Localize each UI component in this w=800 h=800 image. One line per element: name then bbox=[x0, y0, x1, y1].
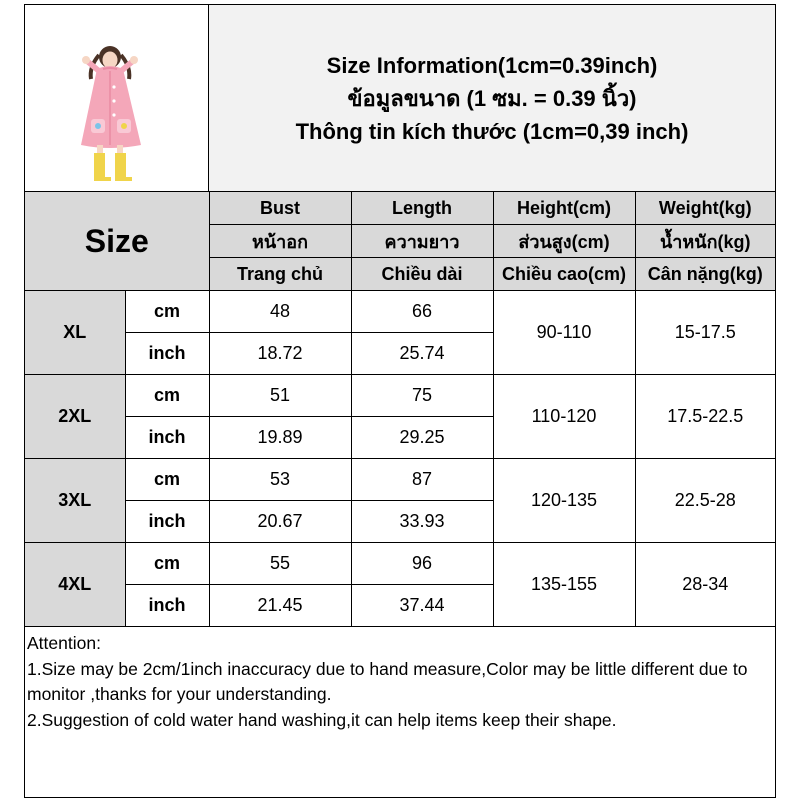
size-chart-sheet bbox=[24, 4, 776, 798]
attention-heading: Attention: bbox=[27, 633, 101, 653]
height-range: 120-135 bbox=[493, 459, 635, 543]
unit-cm: cm bbox=[125, 291, 209, 333]
weight-range: 28-34 bbox=[635, 543, 775, 627]
weight-range: 17.5-22.5 bbox=[635, 375, 775, 459]
table-row bbox=[25, 543, 775, 585]
length-cm: 87 bbox=[351, 459, 493, 501]
size-label: 4XL bbox=[25, 543, 125, 627]
unit-inch: inch bbox=[125, 585, 209, 627]
size-label: XL bbox=[25, 291, 125, 375]
note-item: 1.Size may be 2cm/1inch inaccuracy due to hand measure,Color may be little different due to monitor ,thanks for your understanding. bbox=[27, 658, 748, 704]
length-header: Length bbox=[351, 192, 493, 225]
length-cm: 66 bbox=[351, 291, 493, 333]
bust-header-thai: หน้าอก bbox=[209, 225, 351, 258]
bust-header-vietnamese: Trang chủ bbox=[209, 258, 351, 291]
size-table bbox=[25, 192, 775, 627]
length-inch: 29.25 bbox=[351, 417, 493, 459]
height-header-vietnamese: Chiều cao(cm) bbox=[493, 258, 635, 291]
title-thai: ข้อมูลขนาด (1 ซม. = 0.39 นิ้ว) bbox=[347, 85, 637, 111]
length-inch: 37.44 bbox=[351, 585, 493, 627]
height-range: 135-155 bbox=[493, 543, 635, 627]
weight-header-thai: น้ำหนัก(kg) bbox=[635, 225, 775, 258]
unit-cm: cm bbox=[125, 375, 209, 417]
weight-range: 22.5-28 bbox=[635, 459, 775, 543]
length-cm: 96 bbox=[351, 543, 493, 585]
bust-cm: 53 bbox=[209, 459, 351, 501]
size-label: 3XL bbox=[25, 459, 125, 543]
title-vietnamese: Thông tin kích thước (1cm=0,39 inch) bbox=[295, 118, 689, 144]
table-row bbox=[25, 375, 775, 417]
length-header-vietnamese: Chiều dài bbox=[351, 258, 493, 291]
length-header-thai: ความยาว bbox=[351, 225, 493, 258]
length-inch: 25.74 bbox=[351, 333, 493, 375]
child-raincoat-illustration bbox=[25, 5, 208, 191]
length-inch: 33.93 bbox=[351, 501, 493, 543]
bust-inch: 21.45 bbox=[209, 585, 351, 627]
unit-inch: inch bbox=[125, 417, 209, 459]
size-label: 2XL bbox=[25, 375, 125, 459]
height-range: 90-110 bbox=[493, 291, 635, 375]
unit-cm: cm bbox=[125, 459, 209, 501]
bust-inch: 18.72 bbox=[209, 333, 351, 375]
size-information-title bbox=[209, 5, 775, 191]
bust-cm: 55 bbox=[209, 543, 351, 585]
title-english: Size Information(1cm=0.39inch) bbox=[326, 52, 658, 78]
note-item: 2.Suggestion of cold water hand washing,it can help items keep their shape. bbox=[27, 709, 617, 730]
bust-inch: 19.89 bbox=[209, 417, 351, 459]
weight-header-vietnamese: Cân nặng(kg) bbox=[635, 258, 775, 291]
height-header: Height(cm) bbox=[493, 192, 635, 225]
unit-inch: inch bbox=[125, 333, 209, 375]
height-range: 110-120 bbox=[493, 375, 635, 459]
length-cm: 75 bbox=[351, 375, 493, 417]
bust-header: Bust bbox=[209, 192, 351, 225]
size-header: Size bbox=[25, 192, 209, 291]
weight-range: 15-17.5 bbox=[635, 291, 775, 375]
header-row-english bbox=[25, 192, 775, 225]
table-row bbox=[25, 291, 775, 333]
unit-cm: cm bbox=[125, 543, 209, 585]
attention-notes bbox=[27, 631, 767, 733]
header-row bbox=[25, 5, 775, 192]
bust-cm: 48 bbox=[209, 291, 351, 333]
height-header-thai: ส่วนสูง(cm) bbox=[493, 225, 635, 258]
bust-cm: 51 bbox=[209, 375, 351, 417]
product-photo bbox=[25, 5, 209, 191]
unit-inch: inch bbox=[125, 501, 209, 543]
bust-inch: 20.67 bbox=[209, 501, 351, 543]
table-row bbox=[25, 459, 775, 501]
weight-header: Weight(kg) bbox=[635, 192, 775, 225]
